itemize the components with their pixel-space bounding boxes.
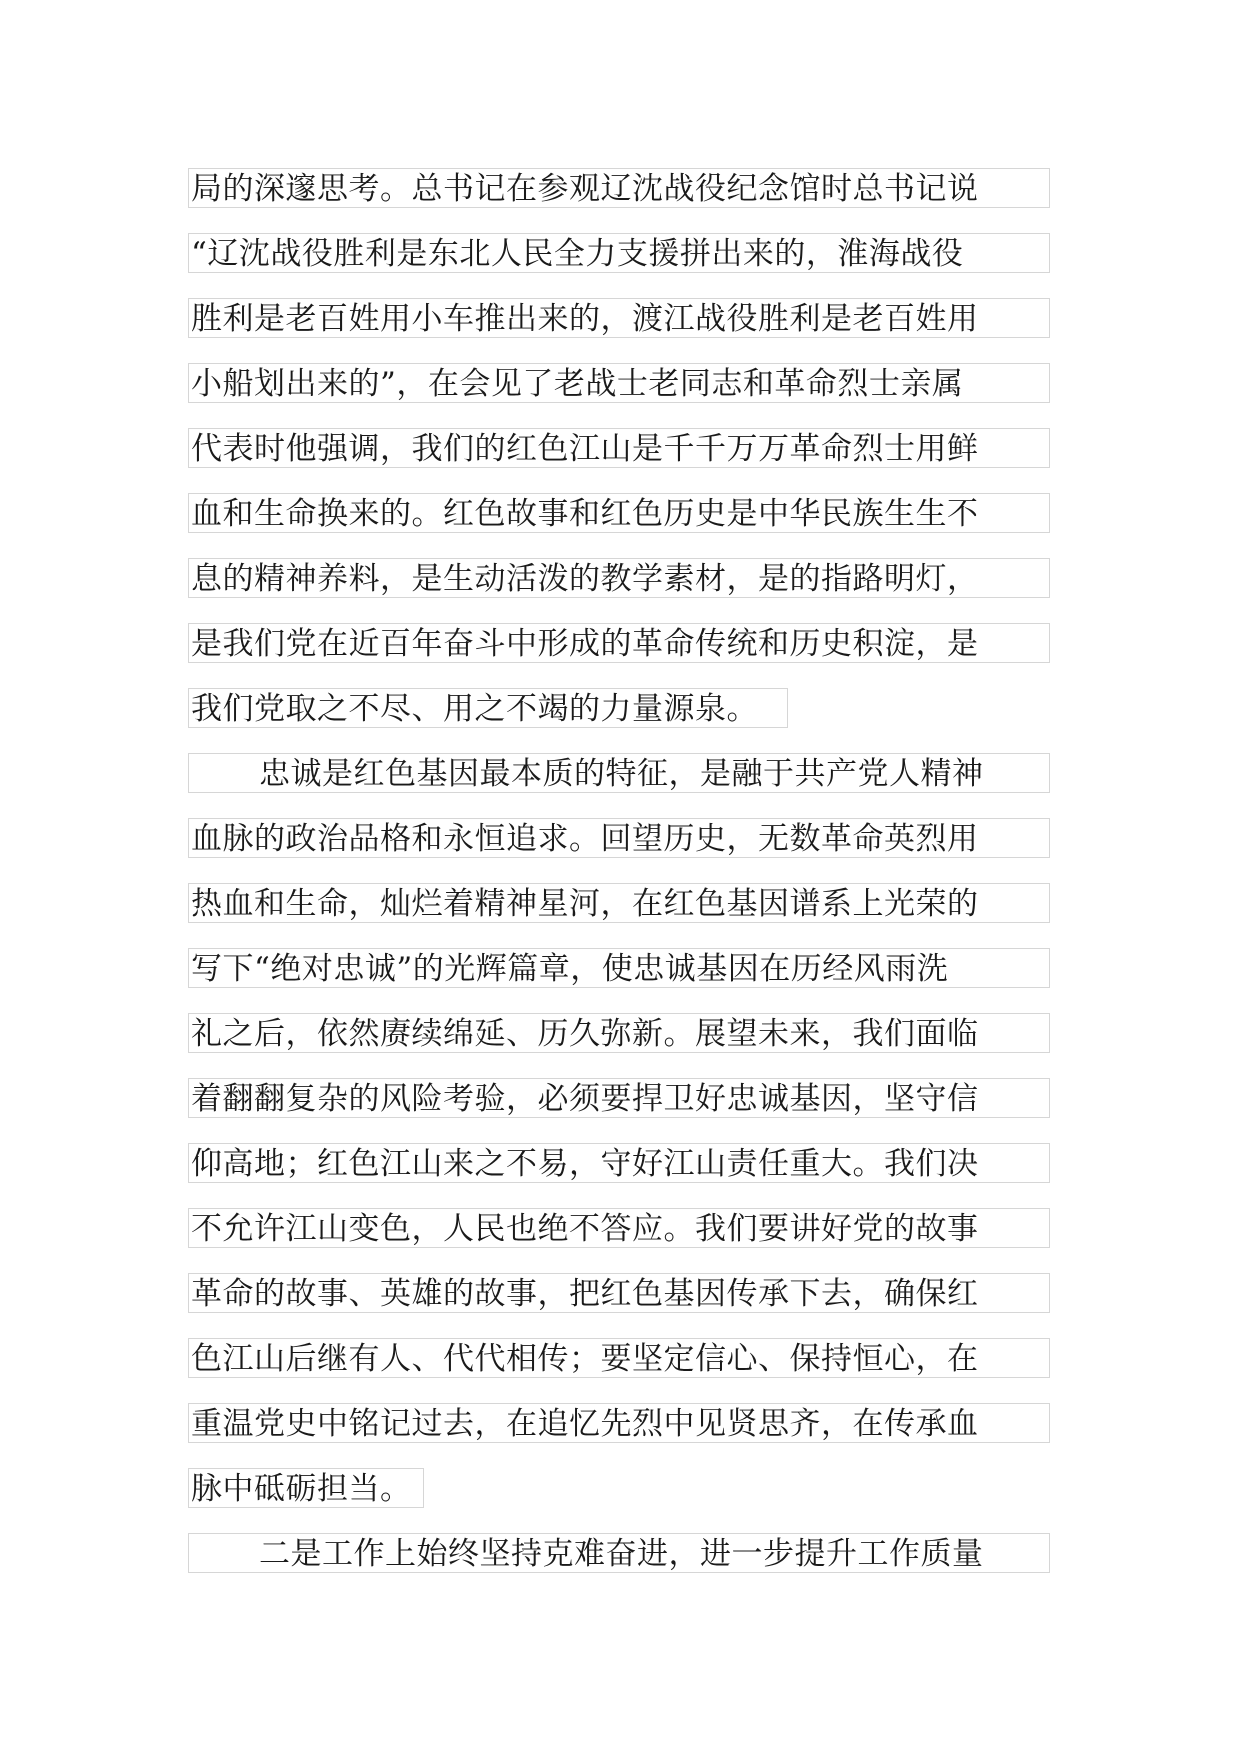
text-line: 色江山后继有人、代代相传；要坚定信心、保持恒心，在 xyxy=(188,1338,1050,1378)
text-line: 我们党取之不尽、用之不竭的力量源泉。 xyxy=(188,688,788,728)
text-line: 脉中砥砺担当。 xyxy=(188,1468,424,1508)
paragraph-first-line: 忠诚是红色基因最本质的特征，是融于共产党人精神 xyxy=(188,753,1050,793)
text-line: 胜利是老百姓用小车推出来的，渡江战役胜利是老百姓用 xyxy=(188,298,1050,338)
text-line: 是我们党在近百年奋斗中形成的革命传统和历史积淀，是 xyxy=(188,623,1050,663)
text-line: 血脉的政治品格和永恒追求。回望历史，无数革命英烈用 xyxy=(188,818,1050,858)
text-line: 代表时他强调，我们的红色江山是千千万万革命烈士用鲜 xyxy=(188,428,1050,468)
body-text xyxy=(188,168,1050,1598)
text-line: 不允许江山变色，人民也绝不答应。我们要讲好党的故事 xyxy=(188,1208,1050,1248)
text-line: 着翻翻复杂的风险考验，必须要捍卫好忠诚基因，坚守信 xyxy=(188,1078,1050,1118)
text-line: “辽沈战役胜利是东北人民全力支援拼出来的，淮海战役 xyxy=(188,233,1050,273)
paragraph-first-line: 二是工作上始终坚持克难奋进，进一步提升工作质量 xyxy=(188,1533,1050,1573)
text-line: 热血和生命，灿烂着精神星河，在红色基因谱系上光荣的 xyxy=(188,883,1050,923)
text-line: 仰高地；红色江山来之不易，守好江山责任重大。我们决 xyxy=(188,1143,1050,1183)
text-line: 息的精神养料，是生动活泼的教学素材，是的指路明灯， xyxy=(188,558,1050,598)
text-line: 礼之后，依然赓续绵延、历久弥新。展望未来，我们面临 xyxy=(188,1013,1050,1053)
text-line: 写下“绝对忠诚”的光辉篇章，使忠诚基因在历经风雨洗 xyxy=(188,948,1050,988)
text-line: 重温党史中铭记过去，在追忆先烈中见贤思齐，在传承血 xyxy=(188,1403,1050,1443)
text-line: 局的深邃思考。总书记在参观辽沈战役纪念馆时总书记说 xyxy=(188,168,1050,208)
text-line: 血和生命换来的。红色故事和红色历史是中华民族生生不 xyxy=(188,493,1050,533)
text-line: 小船划出来的”，在会见了老战士老同志和革命烈士亲属 xyxy=(188,363,1050,403)
text-line: 革命的故事、英雄的故事，把红色基因传承下去，确保红 xyxy=(188,1273,1050,1313)
